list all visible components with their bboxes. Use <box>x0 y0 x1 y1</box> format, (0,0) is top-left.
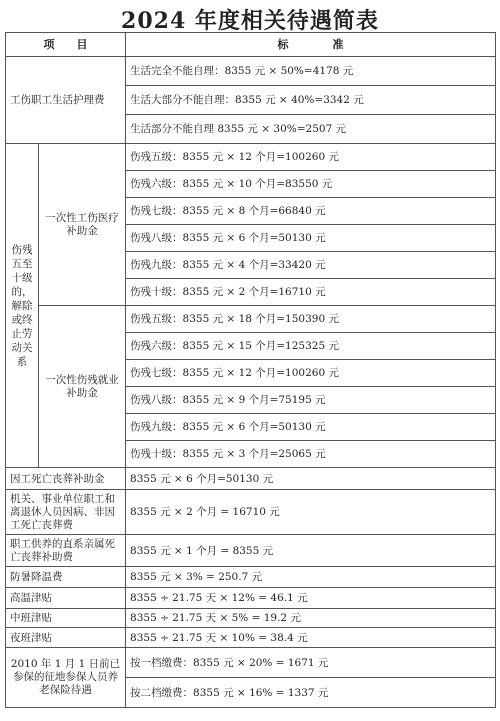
medical-row-2: 伤残六级：8355 元 × 10 个月=83550 元 <box>126 171 496 198</box>
nursing-row-2: 生活大部分不能自理：8355 元 × 40%=3342 元 <box>126 86 496 115</box>
employment-row-6: 伤残十级：8355 元 × 3 个月=25065 元 <box>126 441 496 468</box>
heatstroke-allowance-value: 8355 元 × 3% = 250.7 元 <box>126 567 496 588</box>
table-row <box>6 468 496 490</box>
employment-row-3: 伤残七级：8355 元 × 12 个月=100260 元 <box>126 360 496 387</box>
retiree-funeral-label: 机关、事业单位职工和离退休人员因病、非因工死亡丧葬费 <box>6 490 126 535</box>
nursing-label: 工伤职工生活护理费 <box>6 57 126 144</box>
nursing-row-3: 生活部分不能自理 8355 元 × 30%=2507 元 <box>126 115 496 144</box>
dependent-funeral-label: 职工供养的直系亲属死亡丧葬补助费 <box>6 535 126 567</box>
table-row <box>6 306 496 333</box>
night-shift-allowance-value: 8355 ÷ 21.75 天 × 10% = 38.4 元 <box>126 628 496 648</box>
pension-row-1: 按一档缴费：8355 元 × 20% = 1671 元 <box>126 648 496 678</box>
medical-row-6: 伤残十级：8355 元 × 2 个月=16710 元 <box>126 279 496 306</box>
header-standard: 标 准 <box>126 33 496 57</box>
employment-row-5: 伤残九级：8355 元 × 6 个月=50130 元 <box>126 414 496 441</box>
medical-row-5: 伤残九级：8355 元 × 4 个月=33420 元 <box>126 252 496 279</box>
header-item: 项 目 <box>6 33 126 57</box>
funeral-subsidy-value: 8355 元 × 6 个月=50130 元 <box>126 468 496 490</box>
middle-shift-allowance-label: 中班津贴 <box>6 609 126 628</box>
medical-row-1: 伤残五级：8355 元 × 12 个月=100260 元 <box>126 144 496 171</box>
table-row <box>6 588 496 609</box>
night-shift-allowance-label: 夜班津贴 <box>6 628 126 648</box>
funeral-subsidy-label: 因工死亡丧葬补助金 <box>6 468 126 490</box>
middle-shift-allowance-value: 8355 ÷ 21.75 天 × 5% = 19.2 元 <box>126 609 496 628</box>
table-row <box>6 628 496 648</box>
table-row <box>6 609 496 628</box>
table-row <box>6 535 496 567</box>
dependent-funeral-value: 8355 元 × 1 个月 = 8355 元 <box>126 535 496 567</box>
page-title: 2024 年度相关待遇简表 <box>121 8 379 34</box>
heatstroke-allowance-label: 防暑降温费 <box>6 567 126 588</box>
medical-row-3: 伤残七级：8355 元 × 8 个月=66840 元 <box>126 198 496 225</box>
retiree-funeral-value: 8355 元 × 2 个月 = 16710 元 <box>126 490 496 535</box>
nursing-row-1: 生活完全不能自理：8355 元 × 50%=4178 元 <box>126 57 496 86</box>
table-row <box>6 57 496 86</box>
employment-row-4: 伤残八级：8355 元 × 9 个月=75195 元 <box>126 387 496 414</box>
medical-row-4: 伤残八级：8355 元 × 6 个月=50130 元 <box>126 225 496 252</box>
disability-group-label: 伤残五至十级的，解除或终止劳动关系 <box>6 144 39 468</box>
benefits-table <box>5 32 496 708</box>
table-row <box>6 144 496 171</box>
pension-label: 2010 年 1 月 1 日前已参保的征地参保人员养老保险待遇 <box>6 648 126 708</box>
medical-subsidy-label: 一次性工伤医疗补助金 <box>39 144 126 306</box>
table-header-row <box>6 33 496 57</box>
high-temp-allowance-label: 高温津贴 <box>6 588 126 609</box>
table-row <box>6 648 496 678</box>
employment-row-1: 伤残五级：8355 元 × 18 个月=150390 元 <box>126 306 496 333</box>
table-row <box>6 567 496 588</box>
employment-subsidy-label: 一次性伤残就业补助金 <box>39 306 126 468</box>
table-row <box>6 490 496 535</box>
pension-row-2: 按二档缴费：8355 元 × 16% = 1337 元 <box>126 678 496 708</box>
employment-row-2: 伤残六级：8355 元 × 15 个月=125325 元 <box>126 333 496 360</box>
high-temp-allowance-value: 8355 ÷ 21.75 天 × 12% = 46.1 元 <box>126 588 496 609</box>
